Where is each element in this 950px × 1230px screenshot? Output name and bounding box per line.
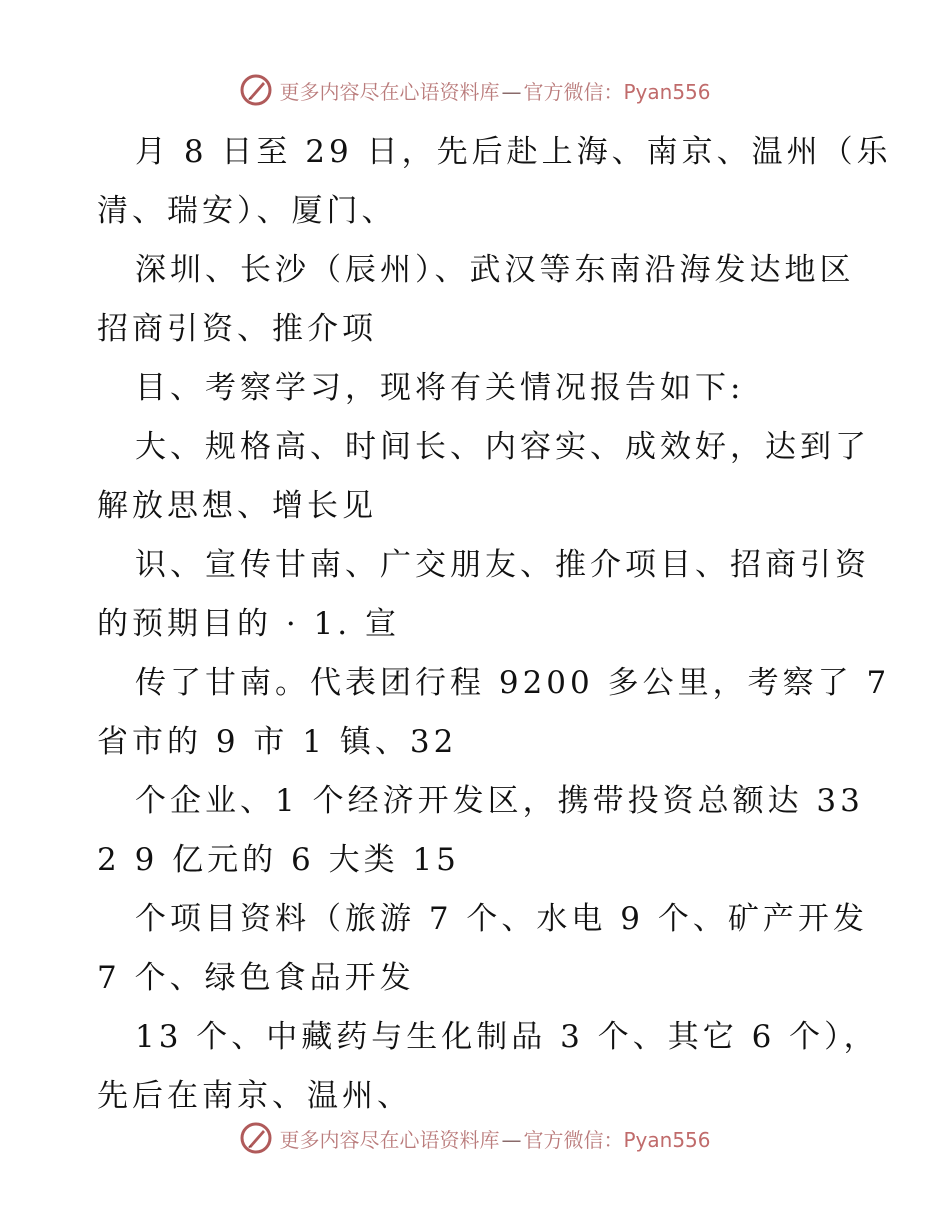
document-body	[97, 123, 892, 1126]
document-line: 招商引资、推介项	[97, 311, 377, 347]
watermark-suffix: 官方微信：	[523, 1127, 624, 1152]
document-line: 清、瑞安）、厦门、	[97, 193, 397, 229]
quill-pen-circle-icon	[239, 73, 273, 107]
document-line: 识、宣传甘南、广交朋友、推介项目、招商引资	[135, 547, 870, 583]
document-line: 深圳、长沙（辰州）、武汉等东南沿海发达地区	[135, 252, 855, 288]
watermark-prefix: 更多内容尽在心语资料库	[279, 1127, 500, 1152]
watermark-banner-top	[0, 70, 950, 110]
document-line: 月 8 日至 29 日，先后赴上海、南京、温州（乐	[135, 134, 892, 170]
document-line: 大、规格高、时间长、内容实、成效好，达到了	[135, 429, 870, 465]
document-line: 传了甘南。代表团行程 9200 多公里，考察了 7	[135, 665, 891, 701]
document-line: 2 9 亿元的 6 大类 15	[97, 842, 460, 878]
watermark-wechat-id: Pyan556	[623, 79, 711, 104]
watermark-prefix: 更多内容尽在心语资料库	[279, 79, 500, 104]
document-line: 目、考察学习，现将有关情况报告如下:	[135, 370, 745, 406]
watermark-text	[279, 1124, 710, 1153]
document-line: 先后在南京、温州、	[97, 1078, 412, 1114]
watermark-banner-bottom	[0, 1118, 950, 1158]
quill-pen-circle-icon	[239, 1121, 273, 1155]
document-line: 13 个、中藏药与生化制品 3 个、其它 6 个），	[135, 1019, 879, 1055]
document-line: 7 个、绿色食品开发	[97, 960, 415, 996]
document-line: 个企业、1 个经济开发区，携带投资总额达 33	[135, 783, 864, 819]
watermark-suffix: 官方微信：	[523, 79, 624, 104]
watermark-wechat-id: Pyan556	[623, 1127, 711, 1152]
watermark-separator: —	[501, 1127, 522, 1152]
document-line: 省市的 9 市 1 镇、32	[97, 724, 458, 760]
watermark-text	[279, 76, 710, 105]
watermark-separator: —	[501, 79, 522, 104]
document-line: 的预期目的 · 1. 宣	[97, 606, 400, 642]
document-line: 个项目资料（旅游 7 个、水电 9 个、矿产开发	[135, 901, 868, 937]
document-line: 解放思想、增长见	[97, 488, 377, 524]
